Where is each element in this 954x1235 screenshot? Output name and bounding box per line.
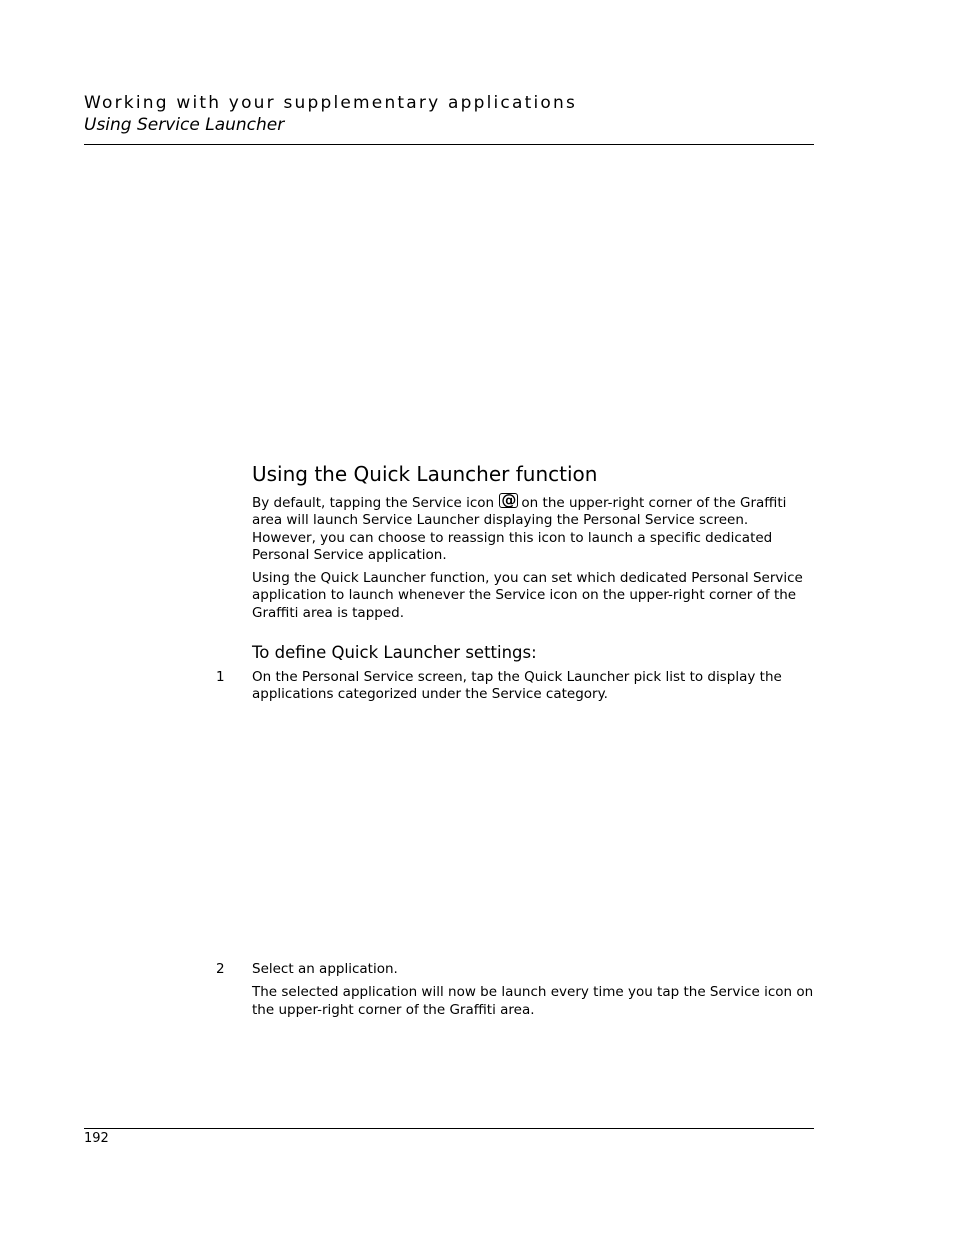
step-number: 1 xyxy=(216,669,225,686)
section-heading: Using the Quick Launcher function xyxy=(252,462,598,486)
page-number: 192 xyxy=(84,1131,109,1146)
step-text: Select an application. xyxy=(252,961,398,977)
step-number: 2 xyxy=(216,961,225,977)
intro-text-start: By default, tapping the Service icon xyxy=(252,495,495,511)
step-2 xyxy=(216,961,814,978)
intro-paragraph xyxy=(252,493,814,564)
running-header xyxy=(84,92,814,136)
section-subtitle: Using Service Launcher xyxy=(84,115,285,135)
service-at-icon: @ xyxy=(501,491,517,509)
step-text: On the Personal Service screen, tap the Quick Launcher pick list to display the applications categorized under the Service category. xyxy=(252,669,782,703)
step-1 xyxy=(216,669,814,704)
main-content xyxy=(216,460,814,704)
footer-divider xyxy=(84,1128,814,1129)
step-2-note: The selected application will now be launch every time you tap the Service icon on the upper-right corner of the Graffiti area. xyxy=(252,984,814,1018)
header-divider xyxy=(84,144,814,145)
step-2-block xyxy=(216,961,814,1025)
procedure-heading: To define Quick Launcher settings: xyxy=(252,643,537,663)
intro-text-end: on the upper-right corner of the Graffiti area will launch Service Launcher displaying the Personal Service screen. However, you can choose to reassign this icon to launch a specific dedicated Personal Service application. xyxy=(252,495,787,563)
chapter-title: Working with your supplementary applications xyxy=(84,93,577,113)
description-paragraph: Using the Quick Launcher function, you can set which dedicated Personal Service application to launch whenever the Service icon on the upper-right corner of the Graffiti area is tapped. xyxy=(252,570,803,621)
